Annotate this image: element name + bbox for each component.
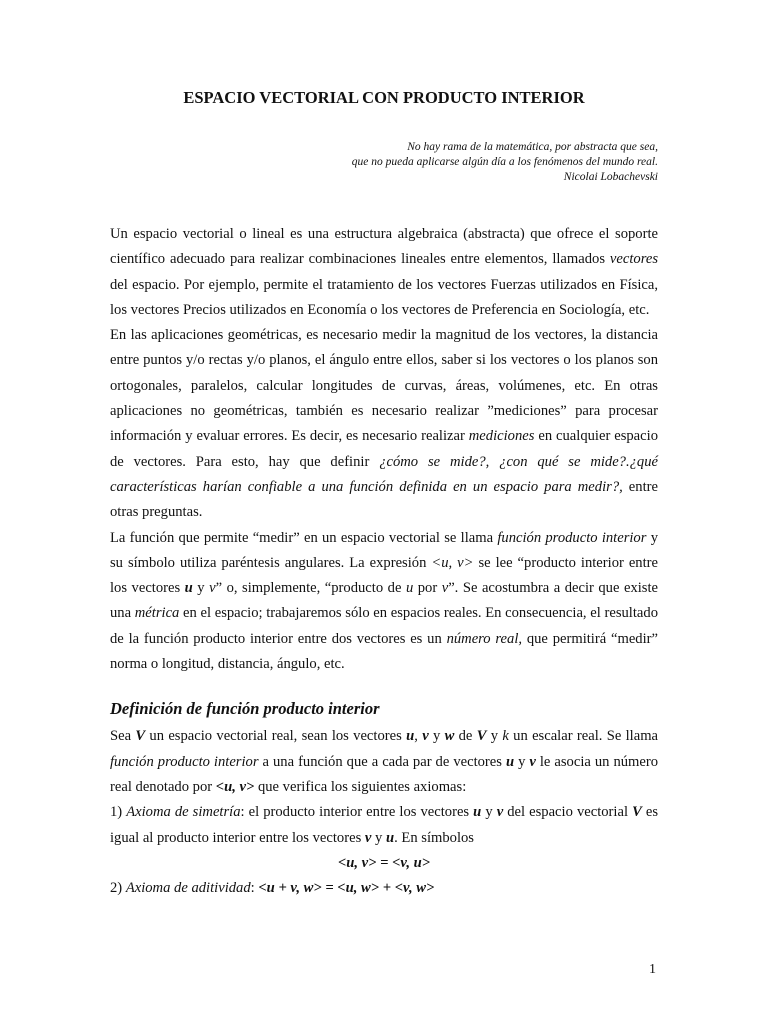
- epigraph: [198, 140, 658, 185]
- epigraph-author: Nicolai Lobachevski: [563, 171, 658, 183]
- document-body: [110, 222, 658, 901]
- formula-symmetry: <u, v> = <v, u>: [337, 854, 431, 871]
- paragraph-definition: Sea V un espacio vectorial real, sean los vectores u, v y w de V y k un escalar real. Se llama función producto interior a una función que a cada par de vectores u y v le asocia un número real denotado por <u, v> que verifica los siguientes axiomas:: [110, 728, 659, 795]
- paragraph-measurement: En las aplicaciones geométricas, es necesario medir la magnitud de los vectores, la distancia entre puntos y/o rectas y/o planos, el ángulo entre ellos, saber si los vectores o los planos son ortogonales, paralelos, calcular longitudes de curvas, áreas, volúmenes, etc. En otras aplicaciones no geométricas, también es necesario realizar ”mediciones” para procesar información y evaluar errores. Es decir, es necesario realizar mediciones en cualquier espacio de vectores. Para esto, hay que definir ¿cómo se mide?, ¿con qué se mide?.¿qué características harían confiable a una función definida en un espacio para medir?, entre otras preguntas.: [110, 327, 658, 521]
- page-title: ESPACIO VECTORIAL CON PRODUCTO INTERIOR: [183, 88, 585, 107]
- section-heading: Definición de función producto interior: [110, 699, 380, 719]
- epigraph-line-2: que no pueda aplicarse algún día a los fenómenos del mundo real.: [351, 156, 658, 168]
- axiom-symmetry: 1) Axioma de simetría: el producto interior entre los vectores u y v del espacio vectorial V es igual al producto interior entre los vectores v y u. En símbolos: [110, 804, 659, 846]
- axiom-additivity: 2) Axioma de aditividad: <u + v, w> = <u, w> + <v, w>: [110, 880, 435, 897]
- epigraph-line-1: No hay rama de la matemática, por abstracta que sea,: [407, 141, 658, 153]
- paragraph-intro: Un espacio vectorial o lineal es una estructura algebraica (abstracta) que ofrece el soporte científico adecuado para realizar combinaciones lineales entre elementos, llamados vectores del espacio. Por ejemplo, permite el tratamiento de los vectores Fuerzas utilizados en Física, los vectores Precios utilizados en Economía o los vectores de Preferencia en Sociología, etc.: [110, 226, 658, 318]
- page-number: 1: [649, 962, 656, 977]
- paragraph-inner-product: La función que permite “medir” en un espacio vectorial se llama función producto interior y su símbolo utiliza paréntesis angulares. La expresión <u, v> se lee “producto interior entre los vectores u y v” o, simplemente, “producto de u por v”. Se acostumbra a decir que existe una métrica en el espacio; trabajaremos sólo en espacios reales. En consecuencia, el resultado de la función producto interior entre dos vectores es un número real, que permitirá “medir” norma o longitud, distancia, ángulo, etc.: [110, 529, 659, 673]
